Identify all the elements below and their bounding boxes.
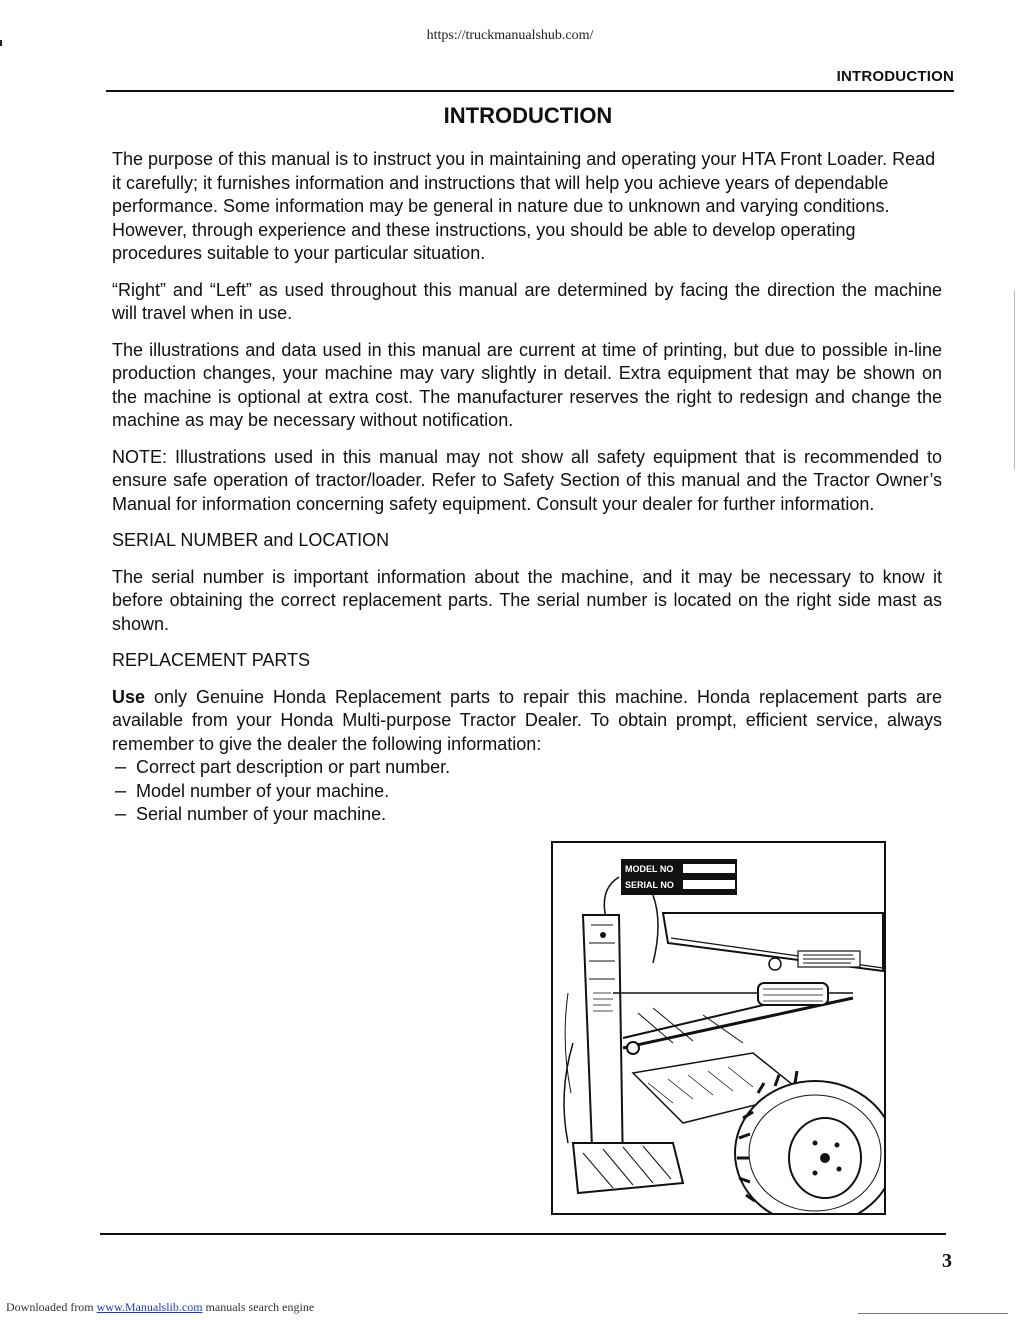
running-head: INTRODUCTION [836, 68, 954, 85]
page-number: 3 [942, 1250, 952, 1272]
illustrations-paragraph: The illustrations and data used in this manual are current at time of printing, but due to possible in-line production changes, your machine may vary slightly in detail. Extra equipment that may be shown on the machine is optional at extra cost. The manufacturer reserves the right to redesign and change the machine as may be necessary without notification. [112, 339, 942, 430]
loader-mast-illustration [553, 843, 884, 1213]
note-paragraph: NOTE: Illustrations used in this manual may not show all safety equipment that is recommended to ensure safe operation of tractor/loader. Refer to Safety Section of this manual and the Tractor Owner’s Manual for information concerning safety equipment. Consult your dealer for further information. [112, 446, 942, 514]
replacement-parts-text: only Genuine Honda Replacement parts to repair this machine. Honda replacement parts are available from your Honda Multi-purpose Tractor Dealer. To obtain prompt, efficient service, always remember to give the dealer the following information: [112, 686, 942, 754]
dash-icon: – [115, 803, 127, 825]
dealer-info-list [112, 756, 942, 827]
right-left-paragraph: “Right” and “Left” as used throughout this manual are determined by facing the direction the machine will travel when in use. [112, 279, 942, 323]
serial-location-figure [551, 841, 886, 1215]
footer-short-rule [858, 1313, 1008, 1314]
replacement-parts-paragraph [112, 686, 942, 757]
download-footer: Downloaded from www.Manualslib.com manuals search engine [6, 1300, 315, 1314]
footer-rule [100, 1233, 946, 1235]
source-url: https://truckmanualshub.com/ [426, 28, 594, 43]
list-item: – Correct part description or part number. [115, 756, 451, 778]
use-lead-word: Use [112, 686, 146, 707]
serial-number-heading: SERIAL NUMBER and LOCATION [112, 530, 390, 550]
dash-icon: – [115, 756, 127, 778]
margin-tick-mark [0, 40, 2, 46]
body-text [112, 148, 942, 827]
purpose-paragraph: The purpose of this manual is to instruct you in maintaining and operating your HTA Front Loader. Read it carefully; it furnishes information and instructions that will help you achieve years of dependable performance. Some information may be general in nature due to unknown and varying conditions. However, through experience and these instructions, you should be able to develop operating procedures suitable to your particular situation. [112, 149, 936, 263]
list-item: – Model number of your machine. [115, 779, 390, 802]
list-item: – Serial number of your machine. [115, 803, 387, 825]
header-rule [106, 90, 954, 92]
model-no-label: MODEL NO [625, 864, 674, 874]
manualslib-link[interactable]: www.Manualslib.com [96, 1300, 203, 1314]
serial-no-label: SERIAL NO [625, 880, 674, 890]
dash-icon: – [115, 779, 127, 802]
serial-plate [621, 859, 737, 895]
replacement-parts-heading: REPLACEMENT PARTS [112, 650, 311, 670]
scan-edge-mark [1014, 290, 1015, 470]
page-title: INTRODUCTION [443, 103, 613, 128]
serial-number-paragraph: The serial number is important information about the machine, and it may be necessary to know it before obtaining the correct replacement parts. The serial number is located on the right side mast as shown. [112, 566, 942, 634]
